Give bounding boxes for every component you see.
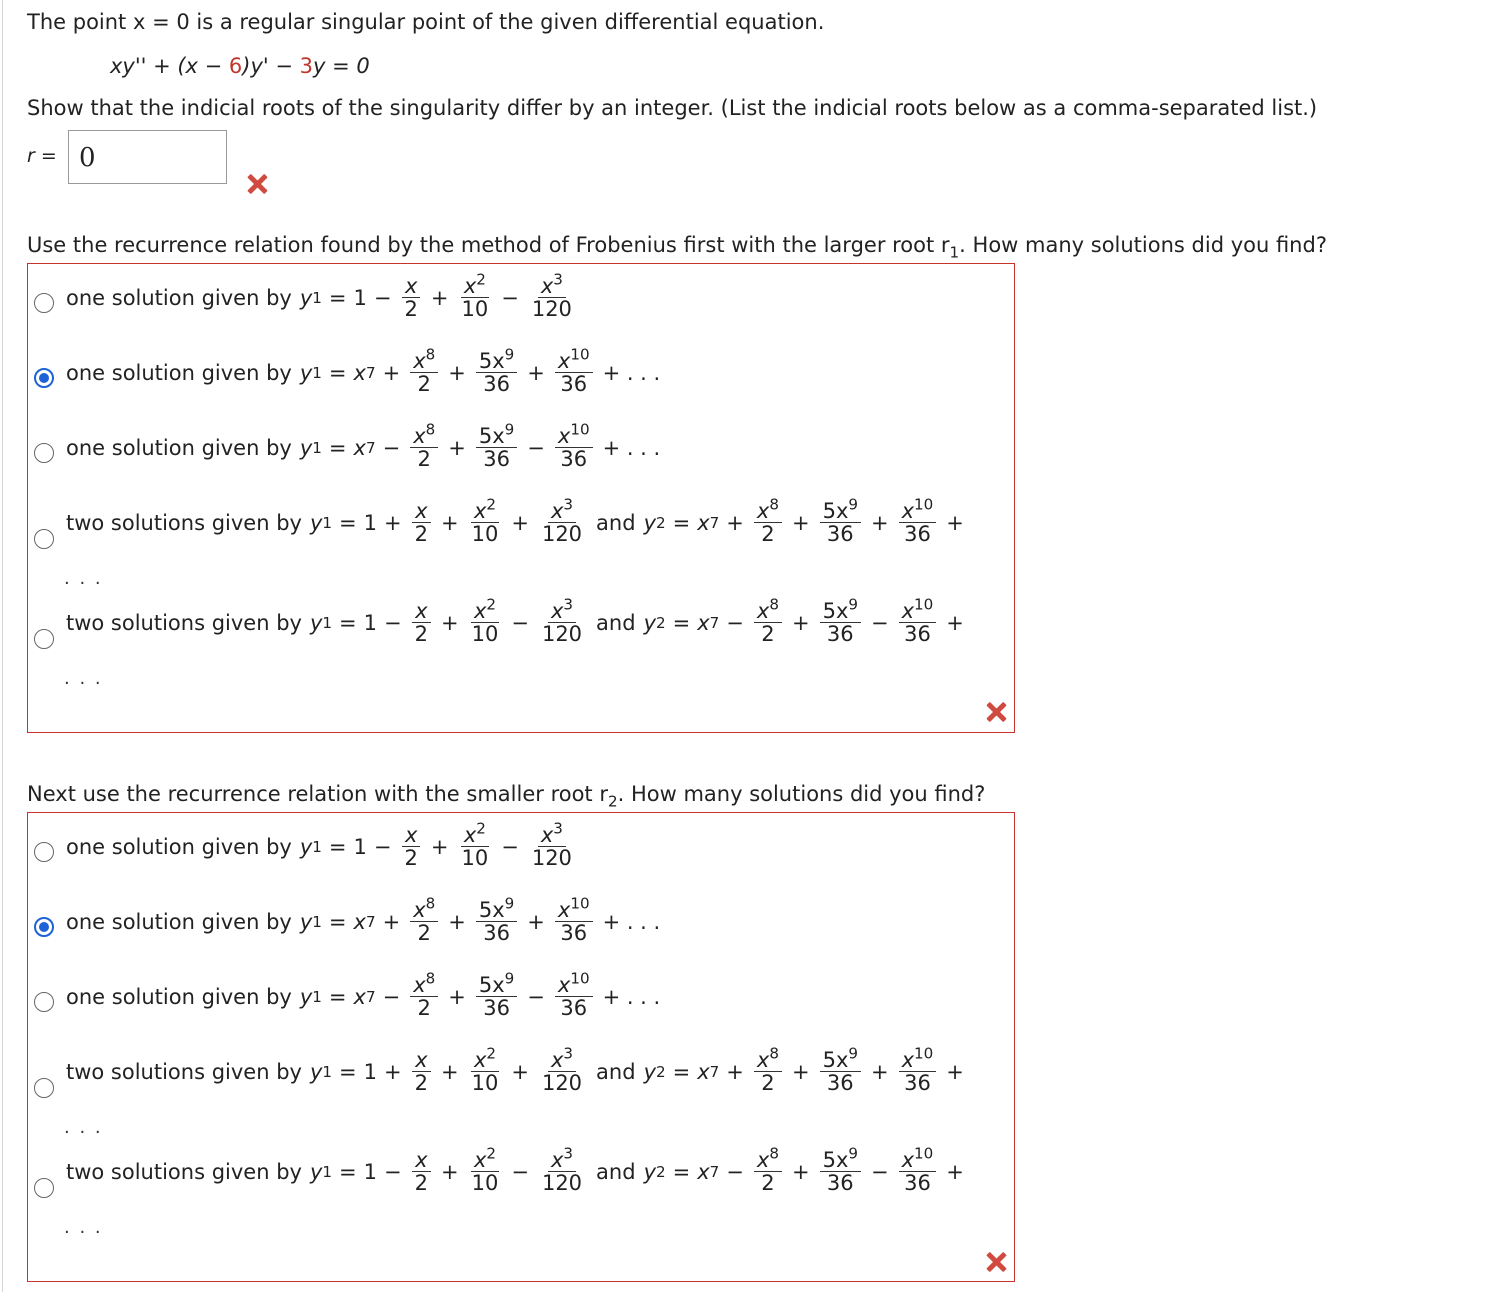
q3-options-box: [27, 812, 1015, 1282]
indicial-roots-input[interactable]: 0: [68, 130, 227, 184]
q2-option-label-3: one solution given by y 1 = x 7 − $\frac{x^8}{2}$ + $\frac{5x^9}{36}$ − $\frac{x^{10}}{36}$ + . . .: [66, 420, 661, 472]
q2-option-radio-5[interactable]: [34, 629, 54, 649]
incorrect-icon: [984, 700, 1008, 724]
q3-option-radio-1[interactable]: [34, 842, 54, 862]
q3-option-label-4: two solutions given by y 1 = 1 + $\frac{x}{2}$ + $\frac{x^2}{10}$ + $\frac{x^3}{120}$ and y 2 = x 7 + $\frac{x^8}{2}$ + $\frac{5x^9}{36}$ + $\frac{x^{10}}{36}$ +: [66, 1044, 964, 1096]
intro-text: The point x = 0 is a regular singular point of the given differential equation.: [27, 10, 825, 34]
q3-option-radio-3[interactable]: [34, 992, 54, 1012]
q2-option-radio-1[interactable]: [34, 293, 54, 313]
q2-option-radio-2[interactable]: [34, 368, 54, 388]
incorrect-icon: [245, 172, 269, 196]
q3-option-label-3: one solution given by y 1 = x 7 − $\frac{x^8}{2}$ + $\frac{5x^9}{36}$ − $\frac{x^{10}}{36}$ + . . .: [66, 969, 661, 1021]
q3-option-radio-2[interactable]: [34, 917, 54, 937]
q3-option-radio-5[interactable]: [34, 1178, 54, 1198]
q3-option-radio-4[interactable]: [34, 1078, 54, 1098]
differential-equation: xy'' + (x − 6)y' − 3y = 0: [110, 54, 370, 78]
q2-option-radio-4[interactable]: [34, 529, 54, 549]
q3-prompt: Next use the recurrence relation with the smaller root $r_2$. How many solutions did you find?: [27, 782, 986, 811]
q2-option-label-1: one solution given by y 1 = 1 − $\frac{x}{2}$ + $\frac{x^2}{10}$ − $\frac{x^3}{120}$: [66, 270, 572, 322]
continuation-dots: . . .: [64, 1217, 103, 1238]
r-label: r =: [27, 145, 57, 167]
incorrect-icon: [984, 1250, 1008, 1274]
q2-option-label-4: two solutions given by y 1 = 1 + $\frac{x}{2}$ + $\frac{x^2}{10}$ + $\frac{x^3}{120}$ and y 2 = x 7 + $\frac{x^8}{2}$ + $\frac{5x^9}{36}$ + $\frac{x^{10}}{36}$ +: [66, 495, 964, 547]
continuation-dots: . . .: [64, 668, 103, 689]
q2-option-radio-3[interactable]: [34, 443, 54, 463]
q3-option-label-2: one solution given by y 1 = x 7 + $\frac{x^8}{2}$ + $\frac{5x^9}{36}$ + $\frac{x^{10}}{36}$ + . . .: [66, 894, 661, 946]
continuation-dots: . . .: [64, 568, 103, 589]
q2-options-box: [27, 263, 1015, 733]
left-border: [2, 0, 3, 1292]
q2-option-label-5: two solutions given by y 1 = 1 − $\frac{x}{2}$ + $\frac{x^2}{10}$ − $\frac{x^3}{120}$ and y 2 = x 7 − $\frac{x^8}{2}$ + $\frac{5x^9}{36}$ − $\frac{x^{10}}{36}$ +: [66, 595, 964, 647]
continuation-dots: . . .: [64, 1117, 103, 1138]
q3-option-label-5: two solutions given by y 1 = 1 − $\frac{x}{2}$ + $\frac{x^2}{10}$ − $\frac{x^3}{120}$ and y 2 = x 7 − $\frac{x^8}{2}$ + $\frac{5x^9}{36}$ − $\frac{x^{10}}{36}$ +: [66, 1144, 964, 1196]
q2-option-label-2: one solution given by y 1 = x 7 + $\frac{x^8}{2}$ + $\frac{5x^9}{36}$ + $\frac{x^{10}}{36}$ + . . .: [66, 345, 661, 397]
q2-prompt: Use the recurrence relation found by the method of Frobenius first with the larger root $r_1$. How many solutions did you find?: [27, 233, 1327, 262]
q3-option-label-1: one solution given by y 1 = 1 − $\frac{x}{2}$ + $\frac{x^2}{10}$ − $\frac{x^3}{120}$: [66, 819, 572, 871]
q1-prompt: Show that the indicial roots of the singularity differ by an integer. (List the indicial roots below as a comma-separated list.): [27, 96, 1318, 120]
